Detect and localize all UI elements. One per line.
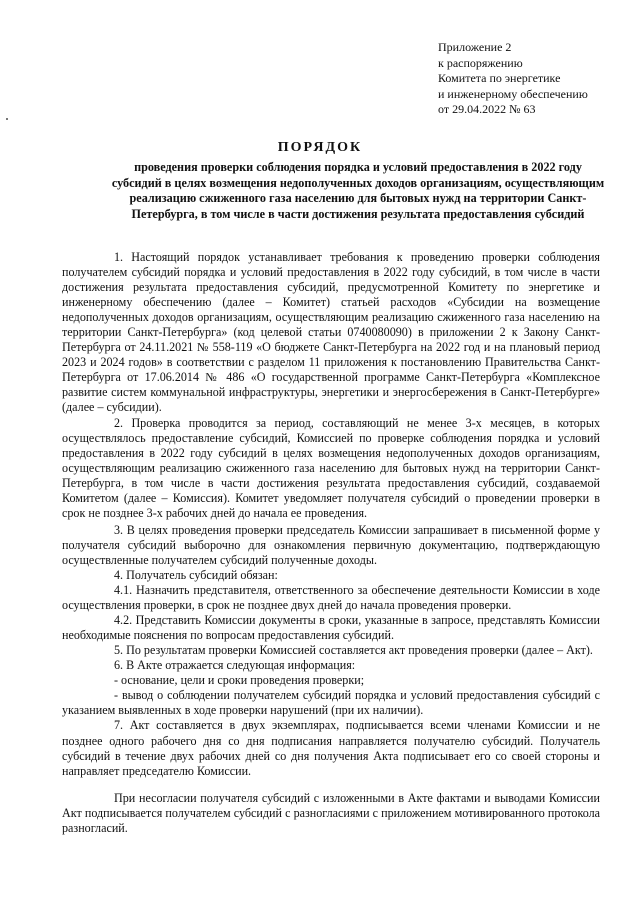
annex-line: Комитета по энергетике <box>438 71 561 86</box>
paragraph-disagreement: При несогласии получателя субсидий с изложенными в Акте фактами и выводами Комиссии Акт подписывается получателем субсидий с разногласиями с приложением мотивированного протокола разногласий. <box>62 790 600 835</box>
document-subtitle: проведения проверки соблюдения порядка и условий предоставления в 2022 году субсидий в целях возмещения недополученных доходов организациям, осуществляющим реализацию сжиженного газа населению для бытовых нужд на территории Санкт-Петербурга, в том числе в части достижения результата предоставления субсидий <box>111 160 605 221</box>
paragraph-6-item-1: - основание, цели и сроки проведения проверки; <box>114 673 365 688</box>
paragraph-5: 5. По результатам проверки Комиссией составляется акт проведения проверки (далее – Акт). <box>114 643 593 658</box>
paragraph-2: 2. Проверка проводится за период, составляющий не менее 3-х месяцев, в которых осуществлялось предоставление субсидий, Комиссией по проверке соблюдения порядка и условий предоставления в 2022 году субсидий в целях возмещения недополученных доходов организациям, осуществляющим реализацию сжиженного газа населению для бытовых нужд на территории Санкт-Петербурга, в том числе в части достижения результата предоставления субсидий, создаваемой Комитетом (далее – Комиссия). Комитет уведомляет получателя субсидий о проведении проверки в срок не позднее 3-х рабочих дней до начала ее проведения. <box>62 415 600 520</box>
document-body <box>62 250 600 836</box>
annex-line: Приложение 2 <box>438 40 512 54</box>
paragraph-4-2: 4.2. Представить Комиссии документы в сроки, указанные в запросе, представлять Комиссии необходимые пояснения по вопросам предоставления субсидий. <box>62 613 600 643</box>
paragraph-6: 6. В Акте отражается следующая информация: <box>114 658 356 673</box>
annex-header <box>438 40 638 118</box>
annex-line: к распоряжению <box>438 55 523 70</box>
annex-line: и инженерному обеспечению <box>438 86 588 101</box>
annex-line: от 29.04.2022 № 63 <box>438 102 536 117</box>
paragraph-3: 3. В целях проведения проверки председатель Комиссии запрашивает в письменной форме у получателя субсидий выборочно для ознакомления первичную документацию, подтверждающую осуществленные получателем субсидий полученные доходы. <box>62 522 600 567</box>
paragraph-4: 4. Получатель субсидий обязан: <box>114 567 278 582</box>
scan-margin-mark <box>6 118 8 120</box>
document-title: ПОРЯДОК <box>277 140 363 155</box>
paragraph-1: 1. Настоящий порядок устанавливает требования к проведению проверки соблюдения получателем субсидий порядка и условий предоставления в 2022 году субсидий, в том числе в части достижения результата предоставления субсидий, предусмотренной Комитету по энергетике и инженерному обеспечению (далее – Комитет) статьей расходов «Субсидии на возмещение недополученных доходов организациям, осуществляющим реализацию сжиженного газа населению на территории Санкт-Петербурга» (код целевой статьи 0740080090) в приложении 2 к Закону Санкт-Петербурга от 24.11.2021 № 558-119 «О бюджете Санкт-Петербурга на 2022 год и на плановый период 2023 и 2024 годов» в соответствии с разделом 11 приложения к постановлению Правительства Санкт-Петербурга от 17.06.2014 № 486 «О государственной программе Санкт-Петербурга «Комплексное развитие систем коммунальной инфраструктуры, энергетики и энергосбережения в Санкт-Петербурге» (далее – субсидии). <box>62 250 600 415</box>
paragraph-4-1: 4.1. Назначить представителя, ответственного за обеспечение деятельности Комиссии в ходе осуществления проверки, в срок не позднее двух дней до начала проведения проверки. <box>62 583 600 613</box>
paragraph-6-item-2: - вывод о соблюдении получателем субсидий порядка и условий предоставления субсидий с указанием выявленных в ходе проверки нарушений (при их наличии). <box>62 688 600 718</box>
paragraph-7: 7. Акт составляется в двух экземплярах, подписывается всеми членами Комиссии и не позднее одного рабочего дня со дня подписания направляется получателю субсидий. Получатель субсидий в течение двух рабочих дней со дня получения Акта подписывает его со своей стороны и направляет председателю Комиссии. <box>62 718 600 778</box>
